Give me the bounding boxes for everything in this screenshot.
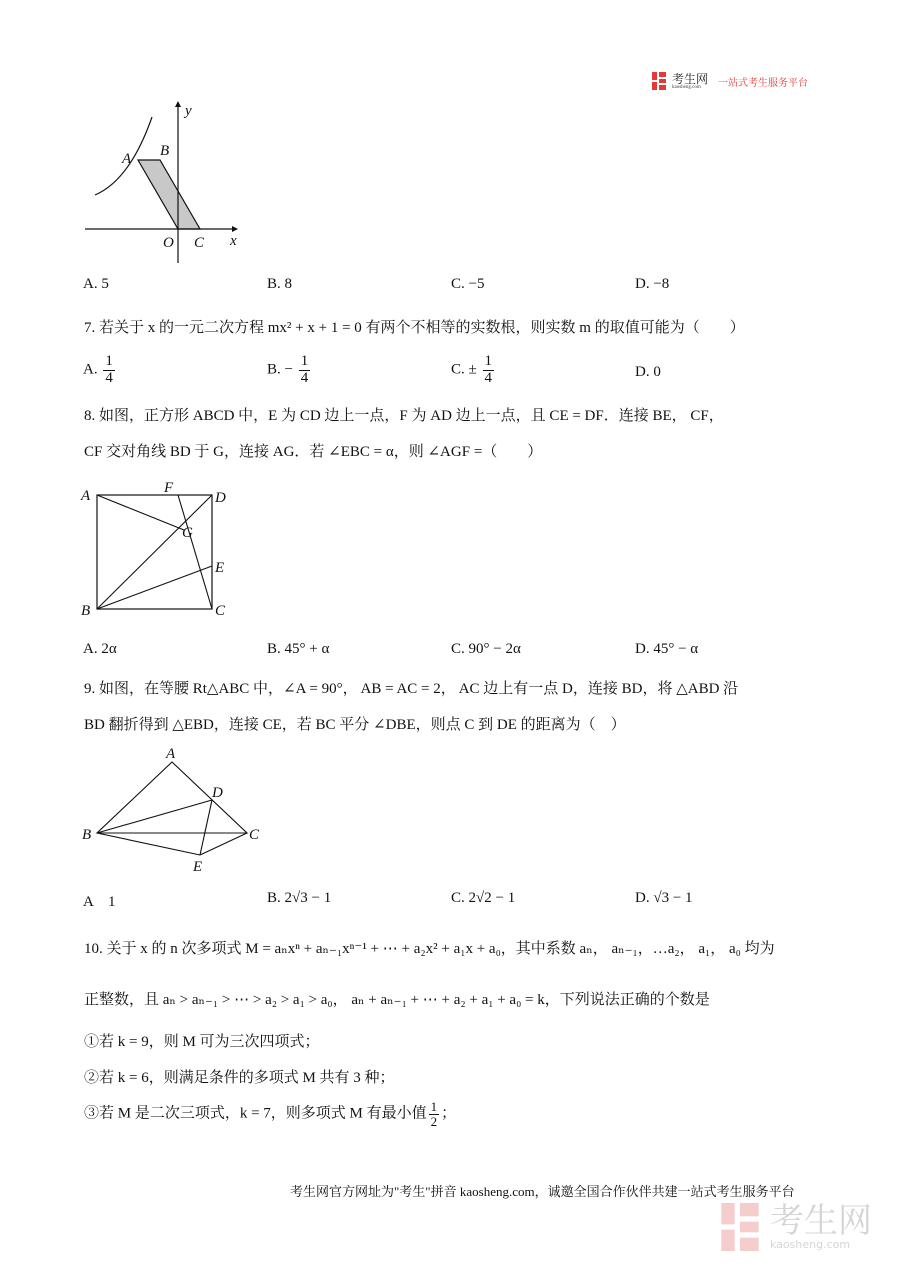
numerator: 1 xyxy=(430,1099,438,1114)
q9-option-c: C. 2√2 − 1 xyxy=(451,890,516,906)
label-A: A xyxy=(81,488,91,504)
segment-ag xyxy=(97,495,184,530)
logo-name: 考生网 xyxy=(672,71,709,86)
option-label: C. xyxy=(451,361,465,378)
fraction xyxy=(103,354,115,387)
denominator: 4 xyxy=(484,369,492,386)
numerator: 1 xyxy=(300,353,309,369)
segment-de xyxy=(200,800,212,855)
q9-option-d: D. √3 − 1 xyxy=(635,890,693,906)
label-D: D xyxy=(215,490,226,506)
header-logo xyxy=(652,72,808,90)
q9-figure xyxy=(78,740,268,875)
segment-ce xyxy=(200,833,247,855)
q8-figure xyxy=(78,475,238,625)
label-G: G xyxy=(182,525,193,541)
watermark-logo-icon xyxy=(718,1203,762,1251)
label-C: C xyxy=(194,235,205,251)
logo-domain: kaosheng.com xyxy=(672,84,701,90)
q7-option-c xyxy=(451,354,496,387)
q6-figure xyxy=(80,95,260,270)
item3-text: ③若 M 是二次三项式，k = 7，则多项式 M 有最小值 xyxy=(84,1105,427,1122)
header-slogan: 一站式考生服务平台 xyxy=(718,77,809,89)
label-O: O xyxy=(163,235,174,251)
label-B: B xyxy=(82,827,92,843)
label-C: C xyxy=(215,603,226,619)
q7-option-b xyxy=(267,354,312,387)
shaded-parallelogram xyxy=(138,160,200,229)
footer-text: 考生网官方网址为"考生"拼音 kaosheng.com，诚邀全国合作伙伴共建一站式考生服务平台 xyxy=(290,1184,795,1199)
numerator: 1 xyxy=(484,353,492,369)
watermark-domain: kaosheng.com xyxy=(770,1237,851,1251)
y-axis-arrow-icon xyxy=(175,101,181,107)
kaosheng-logo-icon xyxy=(652,72,666,90)
option-sign: ± xyxy=(468,361,477,378)
label-E: E xyxy=(215,560,225,576)
q9-option-b: B. 2√3 − 1 xyxy=(267,890,332,906)
q8-option-b: B. 45° + α xyxy=(267,641,330,657)
option-label: B. xyxy=(267,361,281,378)
denominator: 4 xyxy=(300,369,309,386)
q7-option-d: D. 0 xyxy=(635,364,661,380)
q8-option-d: D. 45° − α xyxy=(635,641,699,657)
label-C: C xyxy=(249,827,260,843)
watermark xyxy=(718,1200,872,1251)
label-y: y xyxy=(185,103,192,119)
watermark-name: 考生网 xyxy=(770,1200,872,1241)
watermark-text-group xyxy=(770,1200,872,1251)
fraction xyxy=(483,354,495,387)
label-A: A xyxy=(122,151,132,167)
label-F: F xyxy=(164,480,174,496)
label-D: D xyxy=(212,785,223,801)
logo-text-group xyxy=(672,73,708,90)
q10-stem-line1: 10. 关于 x 的 n 次多项式 M = aₙxⁿ + aₙ₋₁xⁿ⁻¹ + ⋯ + a₂x² + a₁x + a₀，其中系数 aₙ， aₙ₋₁，…a₂， a₁， a₀ 均为 xyxy=(84,941,775,957)
q6-option-d: D. −8 xyxy=(635,276,670,292)
option-sign: − xyxy=(284,361,293,378)
label-B: B xyxy=(81,603,91,619)
label-A: A xyxy=(166,746,176,762)
label-B: B xyxy=(160,143,170,159)
denominator: 2 xyxy=(430,1113,438,1129)
segment-be xyxy=(97,833,200,855)
q6-option-b: B. 8 xyxy=(267,276,293,292)
q6-option-a: A. 5 xyxy=(83,276,109,292)
option-label: A. xyxy=(83,361,98,378)
item3-suffix: ； xyxy=(441,1105,457,1122)
q10-stem-line2: 正整数，且 aₙ > aₙ₋₁ > ⋯ > a₂ > a₁ > a₀， aₙ + aₙ₋₁ + ⋯ + a₂ + a₁ + a₀ = k，下列说法正确的个数是 xyxy=(84,992,710,1008)
segment-be xyxy=(97,566,212,609)
triangle-abc xyxy=(97,762,247,833)
q9-stem-line2: BD 翻折得到 △EBD，连接 CE，若 BC 平分 ∠DBE，则点 C 到 DE 的距离为（ ） xyxy=(84,717,626,733)
denominator: 4 xyxy=(105,369,113,386)
fraction xyxy=(429,1100,440,1128)
q8-stem-line2: CF 交对角线 BD 于 G，连接 AG．若 ∠EBC = α，则 ∠AGF =（ ） xyxy=(84,444,543,460)
x-axis-arrow-icon xyxy=(232,226,238,232)
numerator: 1 xyxy=(105,353,113,369)
q8-option-c: C. 90° − 2α xyxy=(451,641,521,657)
fraction xyxy=(299,354,311,387)
q6-option-c: C. −5 xyxy=(451,276,485,292)
q10-item-2: ②若 k = 6，则满足条件的多项式 M 共有 3 种； xyxy=(84,1070,395,1086)
q10-item-3 xyxy=(84,1100,456,1128)
label-E: E xyxy=(193,859,203,875)
q8-stem-line1: 8. 如图，正方形 ABCD 中，E 为 CD 边上一点，F 为 AD 边上一点，且 CE = DF．连接 BE， CF， xyxy=(84,408,724,424)
q10-item-1: ①若 k = 9，则 M 可为三次四项式； xyxy=(84,1034,320,1050)
q8-option-a: A. 2α xyxy=(83,641,117,657)
q7-option-a xyxy=(83,354,117,387)
q9-option-a: A 1 xyxy=(83,894,116,910)
q7-stem: 7. 若关于 x 的一元二次方程 mx² + x + 1 = 0 有两个不相等的实数根，则实数 m 的取值可能为（ ） xyxy=(84,320,745,336)
q9-stem-line1: 9. 如图，在等腰 Rt△ABC 中，∠A = 90°， AB = AC = 2， AC 边上有一点 D，连接 BD，将 △ABD 沿 xyxy=(84,681,739,697)
label-x: x xyxy=(230,233,237,249)
